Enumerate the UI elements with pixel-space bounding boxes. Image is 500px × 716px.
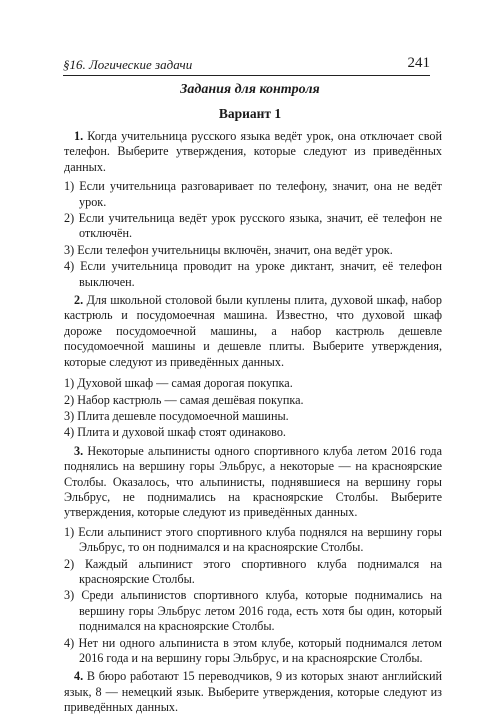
- task-2: [64, 293, 442, 370]
- task-3: [64, 444, 442, 521]
- task-number: 2.: [74, 293, 84, 308]
- page-number: 241: [407, 55, 430, 71]
- task-number: 3.: [74, 443, 84, 458]
- task-4: [64, 669, 442, 715]
- tasks-content: [64, 129, 442, 716]
- option-item: 1) Если учительница разговаривает по телефону, значит, она не ведёт урок.: [64, 179, 442, 209]
- option-item: 3) Плита дешевле посудомоечной машины.: [64, 408, 289, 423]
- option-item: 1) Если альпинист этого спортивного клуба поднялся на вершину горы Эльбрус, то он поднимался и на красноярские Столбы.: [64, 524, 442, 555]
- task-2-options: [64, 376, 442, 441]
- task-text: Когда учительница русского языка ведёт урок, она отключает свой телефон. Выберите утверждения, которые следуют из приведённых данных.: [64, 129, 443, 174]
- option-item: 2) Если учительница ведёт урок русского языка, значит, её телефон не отключён.: [64, 211, 442, 241]
- option-item: 3) Если телефон учительницы включён, значит, она ведёт урок.: [64, 242, 393, 257]
- task-number: 4.: [74, 669, 84, 684]
- page-title: Задания для контроля: [180, 82, 320, 97]
- section-title: §16. Логические задачи: [63, 57, 193, 72]
- option-item: 4) Если учительница проводит на уроке диктант, значит, её телефон выключен.: [64, 259, 443, 289]
- option-item: 2) Набор кастрюль — самая дешёвая покупка.: [64, 392, 304, 407]
- task-text: Некоторые альпинисты одного спортивного клуба летом 2016 года поднялись на вершину горы Эльбрус, а некоторые — на красноярские Столбы. Оказалось, что альпинисты, поднявшиеся на вершину горы Эльбрус, не поднимались на красноярские Столбы. Выберите утверждения, которые следуют из приведённых данных.: [64, 443, 443, 520]
- option-item: 3) Среди альпинистов спортивного клуба, которые поднимались на вершину горы Эльбрус летом 2016 года, есть хотя бы один, который поднимался на красноярские Столбы.: [64, 588, 443, 634]
- task-number: 1.: [74, 129, 84, 143]
- task-1: [64, 129, 442, 175]
- task-3-options: [64, 525, 442, 667]
- option-item: 4) Плита и духовой шкаф стоят одинаково.: [64, 425, 286, 440]
- option-item: 1) Духовой шкаф — самая дорогая покупка.: [64, 376, 293, 391]
- task-text: Для школьной столовой были куплены плита, духовой шкаф, набор кастрюль и посудомоечная машина. Известно, что духовой шкаф дороже посудомоечной машины, а набор кастрюль дешевле посудомоечной машины и дешевле плиты. Выберите утверждения, которые следуют из приведённых данных.: [64, 293, 442, 369]
- task-1-options: [64, 179, 442, 290]
- option-item: 2) Каждый альпинист этого спортивного клуба поднимался на красноярские Столбы.: [64, 556, 442, 586]
- task-text: В бюро работают 15 переводчиков, 9 из которых знают английский язык, 8 — немецкий язык. Выберите утверждения, которые следуют из приведённых данных.: [64, 669, 442, 715]
- running-header: [63, 55, 430, 76]
- option-item: 4) Нет ни одного альпиниста в этом клубе, который поднимался летом 2016 года и на вершину горы Эльбрус, и на красноярские Столбы.: [64, 635, 443, 665]
- variant-heading: Вариант 1: [218, 106, 282, 121]
